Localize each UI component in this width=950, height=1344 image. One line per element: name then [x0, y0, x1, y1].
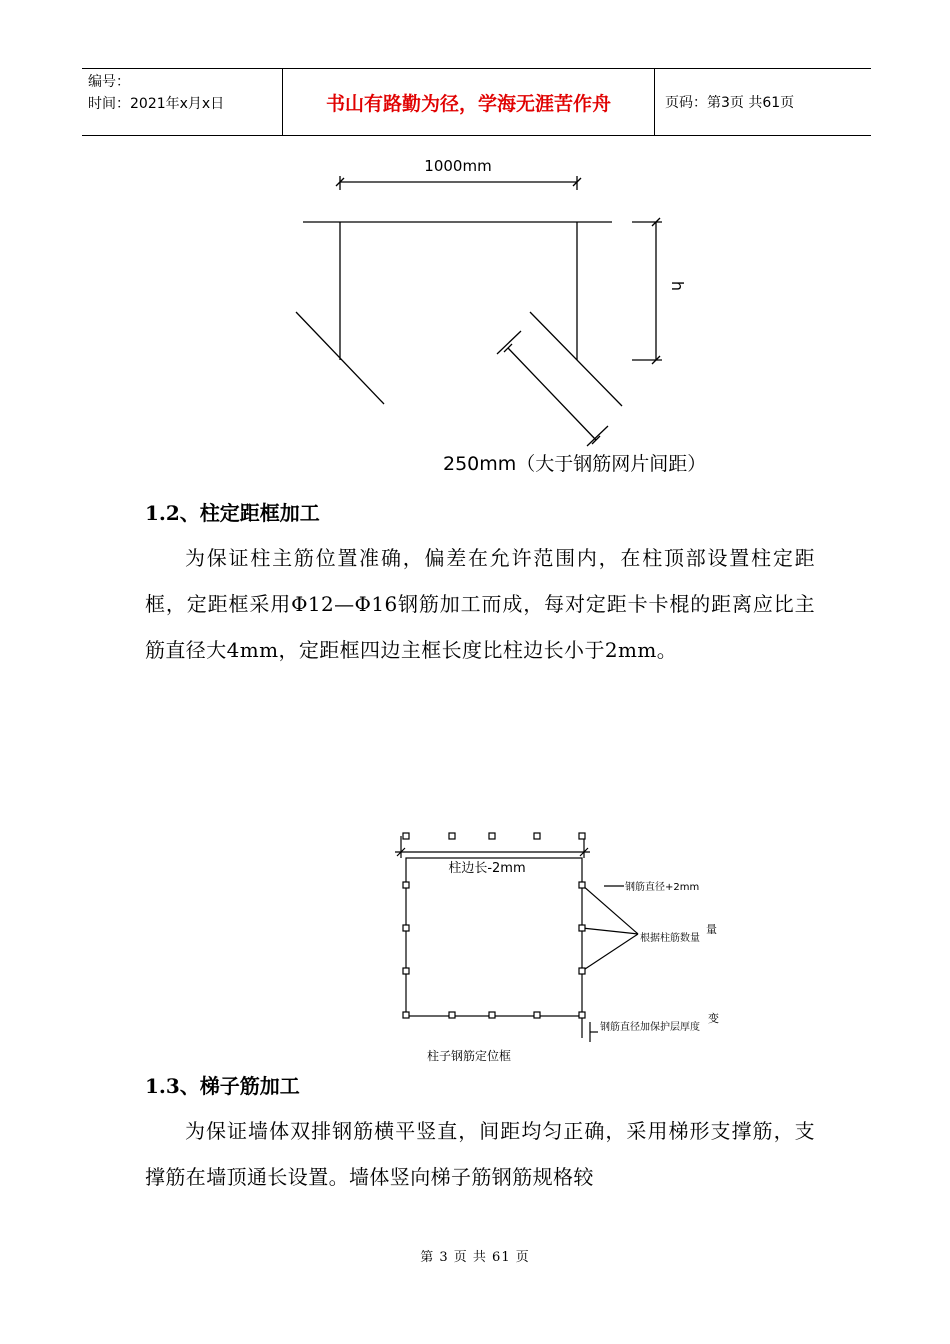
section-body-1-3: 为保证墙体双排钢筋横平竖直，间距均匀正确，采用梯形支撑筋，支撑筋在墙顶通长设置。墙体竖向梯子筋钢筋规格较	[145, 1119, 815, 1189]
document-number-label: 编号：	[88, 74, 130, 90]
figure-column-frame	[0, 828, 950, 1068]
height-dimension-label: h	[668, 280, 687, 292]
width-dimension-label: 1000mm	[424, 157, 492, 175]
rebar-diameter-label: 钢筋直径+2mm	[625, 882, 700, 893]
figure-ladder-spacer	[0, 140, 950, 480]
frame-side-label: 柱边长-2mm	[448, 861, 526, 876]
gap-dimension-label: 250mm（大于钢筋网片间距）	[443, 453, 707, 475]
rebar-count-label: 根据柱筋数量	[640, 933, 700, 944]
document-time-label: 时间：2021年x月x日	[88, 96, 225, 112]
header-left-cell	[82, 69, 282, 135]
page-header	[82, 68, 871, 136]
frame-caption: 柱子钢筋定位框	[427, 1049, 512, 1063]
page-footer: 第 3 页 共 61 页	[420, 1250, 530, 1265]
stray-label-top: 量	[706, 923, 717, 936]
header-page-info: 页码：第3页 共61页	[665, 95, 795, 111]
stray-label-bottom: 变	[708, 1012, 719, 1025]
section-body-1-2: 为保证柱主筋位置准确，偏差在允许范围内，在柱顶部设置柱定距框，定距框采用Φ12—Φ16钢筋加工而成，每对定距卡卡棍的距离应比主筋直径大4mm，定距框四边主框长度比柱边长小于2mm。	[145, 546, 815, 662]
header-motto: 书山有路勤为径，学海无涯苦作舟	[282, 69, 655, 135]
cover-thickness-label: 钢筋直径加保护层厚度	[600, 1022, 700, 1033]
section-heading-1-3: 1.3、梯子筋加工	[145, 1074, 300, 1098]
section-heading-1-2: 1.2、柱定距框加工	[145, 501, 320, 525]
